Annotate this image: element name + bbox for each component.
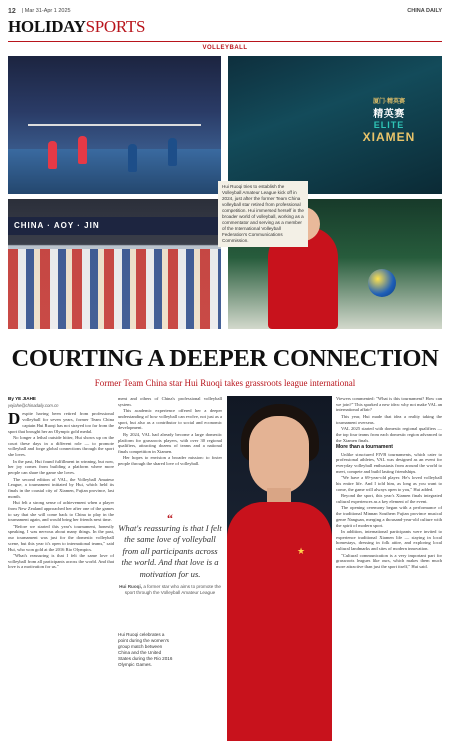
paragraph: "Cultural communication is a very important part for grassroots leagues like ours, which makes them much more attractive than just the sport itself," Hui said. (336, 552, 442, 570)
photo-player (48, 141, 57, 169)
photo-caption-2: Hui Ruoqi celebrates a point during the women's group match between China and the United States during the Rio 2016 Olympic Games. (118, 632, 173, 667)
paragraph: Her hopes to envision a broader mission: to foster people through the shared love of volleyball. (118, 455, 222, 467)
byline-email: yejiahe@chinadaily.com.cn (8, 402, 59, 408)
photo-hui-portrait (227, 396, 332, 741)
photo-player (78, 136, 87, 164)
pull-quote-text: What's reassuring is that I felt the same love of volleyball from all participants across the world. And that love is a motivation for us. (118, 523, 222, 579)
photo-net (28, 124, 201, 126)
photo-crowd (8, 249, 221, 329)
photo-court-floor (8, 149, 221, 194)
paragraph: This year, Hui made that idea a reality taking the tournament overseas. (336, 413, 442, 425)
photo-face (249, 416, 309, 494)
article-column-4 (336, 396, 442, 741)
pull-quote (118, 513, 222, 596)
paragraph: In the past, Hui found fulfillment in winning, but now, her joy comes from building a platform where more people can share the game she loves. (8, 458, 114, 476)
photo-player (128, 144, 137, 172)
photo-match-action (8, 56, 221, 194)
paragraph: Viewers commented: "What is this tournament? How can we join?" This sparked a new idea: why not make VAL an international affair? (336, 396, 442, 413)
subheadline: Former Team China star Hui Ruoqi takes grassroots league international (94, 378, 356, 388)
paragraph: Unlike structured FIVB tournaments, which cater to professional athletes, VAL was designed as an event for everyday volleyball enthusiasts from around the world to meet, compete and build lasting friendships. (336, 451, 442, 474)
paragraph: The second edition of VAL, the Volleyball Amateur League, a tournament initiated by Hui, which held its finals in the coastal city of Xiamen, Fujian province, last month. (8, 476, 114, 499)
article-column-1 (8, 396, 114, 741)
issue-date: | Mar 31-Apr 1 2025 (21, 8, 71, 14)
photo-caption: Hui Ruoqi tries to establish the Volleyball Amateur League kick off in 2024, just after the former Team China volleyball star retired from professional competition. Hui immersed herself in the broader world of volleyball, working as a commentator and serving as a member of the International Volleyball Federation's Communications Commission. (218, 181, 308, 247)
star-icon: ★ (297, 546, 306, 556)
paragraph: The opening ceremony began with a performance of the traditional Minnan Southern Fujian province musical genre Nanguan, merging a thousand-year-old culture with the spirit of modern sport. (336, 505, 442, 528)
paragraph: Hui felt a strong sense of achievement when a player from New Zealand approached her after one of the games to say that she will come back to China to play in the tournament again, and would bring her friends next time. (8, 500, 114, 523)
photo-player (168, 138, 177, 166)
page-header (8, 6, 442, 16)
article-column-2 (118, 396, 222, 520)
paragraph: In addition, international participants were invited to experience traditional Xiamen life — staying in local homestays, dressing in folk attire, and exploring local cultural landmarks and sites of modern innovation. (336, 529, 442, 552)
section-rule (8, 41, 442, 42)
photo-jersey (227, 502, 332, 741)
section-title-sports: SPORTS (85, 17, 146, 36)
byline: By YE JIAHE (8, 396, 36, 401)
league-logo: 厦门·精英赛 精英赛 ELITE XIAMEN (362, 99, 416, 144)
paragraph: No longer a lethal outside hitter, Hui shows up on the court these days in a different role — to promote volleyball and forge global connections through the sport she loves. (8, 435, 114, 458)
quote-mark-icon: “ (167, 511, 173, 525)
pull-quote-attribution: Hui Ruoqi, a former star who aims to promote the sport through the Volleyball Amateur League (119, 584, 221, 596)
section-kicker: VOLLEYBALL (202, 45, 248, 51)
paragraph: "We have a 69-year-old player. He's loved volleyball his entire life. And I told him, as long as you want to come, the game will always open to you," Hui added. (336, 475, 442, 492)
paragraph: VAL 2025 started with domestic regional qualifiers — the top four teams from each domestic region advanced to the Xiamen finals. (336, 426, 442, 443)
paragraph: Beyond the sport, this year's Xiamen finals integrated cultural experiences as a key element of the event. (336, 493, 442, 504)
article-subheading: More than a tournament (336, 444, 393, 451)
paragraph: Despite having been retired from professional volleyball for seven years, former Team China captain Hui Ruoqi has not strayed too far from the sport that brought her an Olympic gold medal. (8, 409, 114, 434)
volleyball-icon (368, 269, 396, 297)
headline: COURTING A DEEPER CONNECTION (11, 345, 439, 372)
paragraph: This academic experience offered her a deeper understanding of how volleyball can evolve, not just as a sport, but also as a contributor to social and economic development. (118, 408, 222, 431)
drop-cap: D (8, 409, 21, 429)
page-number: 12 (8, 7, 16, 15)
photo-banner: CHINA · AOY · JIN (8, 217, 221, 235)
paragraph: ment and others of China's professional volleyball system. (118, 396, 222, 407)
section-title-holiday: HOLIDAY (8, 17, 86, 36)
photo-team-group (8, 199, 221, 329)
photo-venue-logo (228, 56, 442, 194)
section-title (8, 17, 145, 37)
newspaper-name: CHINA DAILY (407, 8, 442, 14)
paragraph: "What's reassuring is that I felt the same love of volleyball from all participants across the world. And that love is a motivation for us." (8, 553, 114, 570)
paragraph: "Before we started this year's tournament, honestly speaking, I was nervous about many things. In the past, our tournament was just for the domestic volleyball scene, but this year it's open to international teams," said Hui, who won gold at the 2016 Rio Olympics. (8, 523, 114, 552)
paragraph: By 2024, VAL had already become a large domestic platform for grassroots players, with over 30 regional qualifiers, attracting dozens of teams and a national finals competition in Xiamen. (118, 431, 222, 454)
